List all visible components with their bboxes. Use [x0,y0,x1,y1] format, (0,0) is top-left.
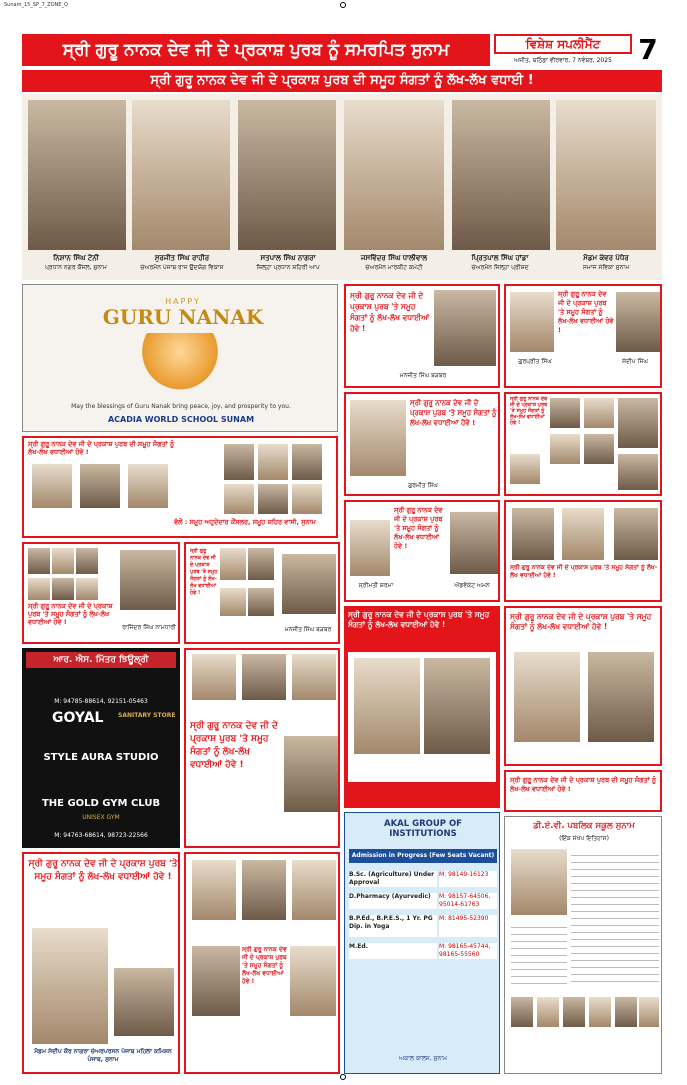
person-photo [192,946,240,1016]
page-number: 7 [638,34,658,66]
greeting-strip: ਸ੍ਰੀ ਗੁਰੂ ਨਾਨਕ ਦੇਵ ਜੀ ਦੇ ਪ੍ਰਕਾਸ਼ ਪੁਰਬ ਦੀ ਸਮੂਹ ਸੰਗਤਾਂ ਨੂੰ ਲੱਖ-ਲੱਖ ਵਧਾਈ ! [22,70,662,92]
special-label: ਵਿਸ਼ੇਸ਼ ਸਪਲੀਮੈਂਟ [494,34,632,54]
person-name: ਸ੍ਰੀਮਤੀ ਸ਼ਰਮਾ [358,582,394,589]
person-name: ਸੁਰਜੀਤ ਸਿੰਘ ਰਾਹੀਰ [154,254,210,262]
ad-greeting-text: ਸ੍ਰੀ ਗੁਰੂ ਨਾਨਕ ਦੇਵ ਜੀ ਦੇ ਪ੍ਰਕਾਸ਼ ਪੁਰਬ 'ਤੇ ਸਮੂਹ ਸੰਗਤਾਂ ਨੂੰ ਲੱਖ-ਲੱਖ ਵਧਾਈਆਂ ਹੋਵੇ ! [558,290,614,334]
shop-gym: THE GOLD GYM CLUB [41,798,161,809]
ad-greeting-text: ਸ੍ਰੀ ਗੁਰੂ ਨਾਨਕ ਦੇਵ ਜੀ ਦੇ ਪ੍ਰਕਾਸ਼ ਪੁਰਬ 'ਤੇ ਸਮੂਹ ਸੰਗਤਾਂ ਨੂੰ ਲੱਖ-ਲੱਖ ਵਧਾਈਆਂ ਹੋਵੇ ! [350,291,430,333]
person-name: ਮਨਜੀਤ ਸਿੰਘ ਬੜਬਰ [284,626,332,633]
person-photo [584,434,614,464]
guru-illustration [135,333,225,395]
school-ad-school: ACADIA WORLD SCHOOL SUNAM [107,415,255,424]
person-photo [80,464,120,508]
akal-admission: Admission in Progress (Few Seats Vacant) [349,849,497,863]
person-role: ਚੇਅਰਮੈਨ ਜ਼ਿਲ੍ਹਾ ਪ੍ਰੀਸ਼ਦ [471,264,529,271]
ad-greeting-text: ਸ੍ਰੀ ਗੁਰੂ ਨਾਨਕ ਦੇਵ ਜੀ ਦੇ ਪ੍ਰਕਾਸ਼ ਪੁਰਬ 'ਤੇ ਸਮੂਹ ਸੰਗਤਾਂ ਨੂੰ ਲੱਖ-ਲੱਖ ਵਧਾਈਆਂ ਹੋਵੇ ! [510,612,652,631]
akal-phone: M: 98157-64506, 95014-61763 [439,893,497,909]
ad-greeting-text: ਸ੍ਰੀ ਗੁਰੂ ਨਾਨਕ ਦੇਵ ਜੀ ਦੇ ਪ੍ਰਕਾਸ਼ ਪੁਰਬ 'ਤੇ ਸਮੂਹ ਸੰਗਤਾਂ ਨੂੰ ਲੱਖ-ਲੱਖ ਵਧਾਈਆਂ ਹੋਵੇ ! [410,399,497,427]
person-role: ਪ੍ਰਧਾਨ ਨਗਰ ਕੌਂਸਲ, ਸੁਨਾਮ [45,264,107,271]
ad-greeting-text: ਸ੍ਰੀ ਗੁਰੂ ਨਾਨਕ ਦੇਵ ਜੀ ਦੇ ਪ੍ਰਕਾਸ਼ ਪੁਰਬ 'ਤੇ ਸਮੂਹ ਸੰਗਤਾਂ ਨੂੰ ਲੱਖ-ਲੱਖ ਵਧਾਈਆਂ ਹੋਵੇ ! [28,602,113,626]
ad-greeting-trio [504,500,662,602]
akal-footer: ਅਕਾਲ ਕਾਲਜ, ਸੁਨਾਮ [399,1055,447,1062]
dav-sub: (ਇੱਕ ਸੰਖੇਪ ਇਤਿਹਾਸ) [559,835,609,842]
ad-greeting-text: ਸ੍ਰੀ ਗੁਰੂ ਨਾਨਕ ਦੇਵ ਜੀ ਦੇ ਪ੍ਰਕਾਸ਼ ਪੁਰਬ 'ਤੇ ਸਮੂਹ ਸੰਗਤਾਂ ਨੂੰ ਲੱਖ-ਲੱਖ ਵਧਾਈਆਂ ਹੋਵੇ ! [510,564,658,579]
person-name: ਨਿਸ਼ਾਨ ਸਿੰਘ ਟੋਨੀ [53,254,99,262]
ad-women-commission [22,852,180,1074]
dav-ad [504,816,662,1074]
person-name: ਐਡਵੋਕੇਟ ਅਮਨ [454,582,490,589]
person-role: ਸਮਾਜ ਸੇਵਿਕਾ ਸੁਨਾਮ [582,264,630,271]
ad-footer: ਮੈਡਮ ਸੰਦੀਪ ਕੌਰ ਨਾਗਰਾ ਚੇਅਰਪਰਸਨ ਪੰਜਾਬ ਮਹਿਲਾ ਕਮਿਸ਼ਨ ਪੰਜਾਬ, ਸੁਨਾਮ [34,1048,172,1063]
ad-greeting-small-red [504,770,662,812]
person-photo [292,654,336,700]
person-photo [511,997,533,1027]
person-photo [248,588,274,616]
ad-greeting-text: ਸ੍ਰੀ ਗੁਰੂ ਨਾਨਕ ਦੇਵ ਜੀ ਦੇ ਪ੍ਰਕਾਸ਼ ਪੁਰਬ 'ਤੇ ਸਮੂਹ ਸੰਗਤਾਂ ਨੂੰ ਲੱਖ-ਲੱਖ ਵਧਾਈਆਂ ਹੋਵੇ ! [348,610,490,629]
akal-phone: M: 98165-45744, 98165-55560 [439,943,497,959]
person-name: ਮਨਜੀਤ ਸਿੰਘ ਬੜਬਰ [399,372,447,379]
person-photo [28,548,50,574]
ad-greeting-text: ਸ੍ਰੀ ਗੁਰੂ ਨਾਨਕ ਦੇਵ ਜੀ ਦੇ ਪ੍ਰਕਾਸ਼ ਪੁਰਬ 'ਤੇ ਸਮੂਹ ਸੰਗਤਾਂ ਨੂੰ ਲੱਖ-ਲੱਖ ਵਧਾਈਆਂ ਹੋਵੇ ! [242,946,287,985]
person-photo [28,100,126,250]
crop-mark [340,2,346,8]
person-photo [434,290,496,366]
person-role: ਜ਼ਿਲ੍ਹਾ ਪ੍ਰਧਾਨ ਸ਼ਹਿਰੀ ਆਪ [256,264,320,271]
person-photo [589,997,611,1027]
person-photo [512,508,554,560]
person-name: ਪ੍ਰਿਤਪਾਲ ਸਿੰਘ ਹਾਂਡਾ [471,254,529,262]
person-photo [510,292,554,352]
person-name: ਸਤਪਾਲ ਸਿੰਘ ਨਾਗਰਾ [260,254,316,262]
person-photo [562,508,604,560]
person-photo [114,968,174,1036]
ad-greeting-text: ਸ੍ਰੀ ਗੁਰੂ ਨਾਨਕ ਦੇਵ ਜੀ ਦੇ ਪ੍ਰਕਾਸ਼ ਪੁਰਬ 'ਤੇ ਸਮੂਹ ਸੰਗਤਾਂ ਨੂੰ ਲੱਖ-ਲੱਖ ਵਧਾਈਆਂ ਹੋਵੇ ! [190,548,218,596]
person-photo [220,588,246,616]
person-photo [639,997,659,1027]
person-photo [258,484,288,514]
ad-greeting-text: ਸ੍ਰੀ ਗੁਰੂ ਨਾਨਕ ਦੇਵ ਜੀ ਦੇ ਪ੍ਰਕਾਸ਼ ਪੁਰਬ ਦੀ ਸਮੂਹ ਸੰਗਤਾਂ ਨੂੰ ਲੱਖ-ਲੱਖ ਵਧਾਈਆਂ ਹੋਵੇ ! [510,776,657,793]
person-photo [450,512,498,574]
shop-gym-phone: M: 94763-68614, 98723-22566 [54,832,148,839]
person-name: ਗੁਰਮੀਤ ਸਿੰਘ [408,482,438,489]
shop-goyal-sub: SANITARY STORE [118,712,176,719]
school-ad-happy: HAPPY [165,297,201,306]
ad-greeting-two-big [344,606,500,808]
person-photo [618,454,658,490]
person-photo [224,484,254,514]
person-photo [192,654,236,700]
person-name: ਮੈਡਮ ਕੰਵਰ ਪੰਧੇਰ [583,254,629,262]
person-photo [52,578,74,600]
guru-illustration [511,849,567,915]
ad-greeting-text: ਸ੍ਰੀ ਗੁਰੂ ਨਾਨਕ ਦੇਵ ਜੀ ਦੇ ਪ੍ਰਕਾਸ਼ ਪੁਰਬ 'ਤੇ ਸਮੂਹ ਸੰਗਤਾਂ ਨੂੰ ਲੱਖ-ਲੱਖ ਵਧਾਈਆਂ ਹੋਵੇ ! [190,721,278,770]
person-role: ਚੇਅਰਮੈਨ ਮਾਰਕੀਟ ਕਮੇਟੀ [365,264,423,271]
akal-course: D.Pharmacy (Ayurvedic) [349,893,437,909]
person-photo [52,548,74,574]
person-name: ਸੰਦੀਪ ਸਿੰਘ [622,358,648,365]
person-photo [220,548,246,580]
person-photo [550,398,580,428]
person-photo [354,658,420,754]
akal-title: AKAL GROUP OF INSTITUTIONS [384,819,462,839]
person-photo [615,997,637,1027]
person-photo [350,520,390,576]
crop-mark [340,1074,346,1080]
ad-political-group [184,852,340,1074]
school-ad [22,284,338,432]
ad-council-greeting [22,436,338,538]
ad-greeting-leaders [184,542,340,644]
shop-style: STYLE AURA STUDIO [43,752,159,763]
person-photo [192,860,236,920]
person-photo [242,654,286,700]
ad-greeting-single [344,392,500,496]
ad-footer: ਵੱਲੋਂ : ਸਮੂਹ ਅਹੁਦੇਦਾਰ ਕੌਂਸਲਰ, ਸਮੂਹ ਸ਼ਹਿਰ ਵਾਸੀ, ਸੁਨਾਮ [174,518,316,526]
slug-line: Sunam_15_SP_7_ZONE_Q [4,2,68,8]
person-photo [292,484,322,514]
dav-title: ਡੀ.ਏ.ਵੀ. ਪਬਲਿਕ ਸਕੂਲ ਸੁਨਾਮ [533,821,635,831]
person-photo [258,444,288,480]
person-photo [344,100,444,250]
person-name: ਗੁਰਪ੍ਰੀਤ ਸਿੰਘ [518,358,552,365]
ad-greeting-center-big [184,648,340,848]
person-photo [563,997,585,1027]
shop-ads [22,648,180,848]
akal-course: B.Sc. (Agriculture) Under Approval [349,871,437,887]
person-photo [132,100,230,250]
shop-phone: M: 94785-88614, 92151-05463 [54,698,148,705]
school-ad-title: GURU NANAK [102,305,264,329]
person-photo [556,100,656,250]
person-photo [120,550,176,610]
person-photo [350,400,406,476]
person-photo [32,928,108,1044]
ad-greeting-text: ਸ੍ਰੀ ਗੁਰੂ ਨਾਨਕ ਦੇਵ ਜੀ ਦੇ ਪ੍ਰਕਾਸ਼ ਪੁਰਬ 'ਤੇ ਸਮੂਹ ਸੰਗਤਾਂ ਨੂੰ ਲੱਖ-ਲੱਖ ਵਧਾਈਆਂ ਹੋਵੇ ! [394,506,443,550]
person-photo [32,464,72,508]
person-photo [510,454,540,484]
akal-ad [344,812,500,1074]
person-photo [248,548,274,580]
school-ad-blessing: May the blessings of Guru Nanak bring peace, joy, and prosperity to you. [71,403,291,410]
akal-phone: M: 98149-16123 [439,871,497,887]
ad-greeting-two-big-2 [504,606,662,766]
person-photo [238,100,336,250]
akal-phone: M: 81495-52390 [439,915,497,937]
person-photo [588,652,654,742]
ad-greeting-text: ਸ੍ਰੀ ਗੁਰੂ ਨਾਨਕ ਦੇਵ ਜੀ ਦੇ ਪ੍ਰਕਾਸ਼ ਪੁਰਬ 'ਤੇ ਸਮੂਹ ਸੰਗਤਾਂ ਨੂੰ ਲੱਖ-ਲੱਖ ਵਧਾਈਆਂ ਹੋਵੇ ! [510,396,548,426]
ad-couple [344,500,500,602]
person-photo [292,444,322,480]
person-photo [224,444,254,480]
person-photo [537,997,559,1027]
ad-greeting-person [344,284,500,388]
person-photo [514,652,580,742]
person-photo [614,508,658,560]
ad-greeting-text: ਸ੍ਰੀ ਗੁਰੂ ਨਾਨਕ ਦੇਵ ਜੀ ਦੇ ਪ੍ਰਕਾਸ਼ ਪੁਰਬ ਦੀ ਸਮੂਹ ਸੰਗਤਾਂ ਨੂੰ ਲੱਖ-ਲੱਖ ਵਧਾਈਆਂ ਹੋਵੇ ! [28,440,175,456]
person-photo [424,658,490,754]
person-photo [242,860,286,920]
person-photo [28,578,50,600]
person-name: ਰਾਜਿੰਦਰ ਸਿੰਘ ਨਾਮਧਾਰੀ [122,624,176,631]
person-photo [292,860,336,920]
person-photo [282,554,336,614]
page-header-title: ਸ੍ਰੀ ਗੁਰੂ ਨਾਨਕ ਦੇਵ ਜੀ ਦੇ ਪ੍ਰਕਾਸ਼ ਪੁਰਬ ਨੂੰ ਸਮਰਪਿਤ ਸੁਨਾਮ [22,34,490,66]
person-photo [550,434,580,464]
ad-greeting-left-grid [22,542,180,644]
person-photo [290,946,336,1016]
person-photo [76,578,98,600]
person-photo [618,398,658,448]
ad-greeting-duo [504,284,662,388]
dav-body-2 [511,921,567,987]
person-name: ਜਸਵਿੰਦਰ ਸਿੰਘ ਧਾਲੀਵਾਲ [360,254,428,262]
ad-greeting-text: ਸ੍ਰੀ ਗੁਰੂ ਨਾਨਕ ਦੇਵ ਜੀ ਦੇ ਪ੍ਰਕਾਸ਼ ਪੁਰਬ 'ਤੇ ਸਮੂਹ ਸੰਗਤਾਂ ਨੂੰ ਲੱਖ-ਲੱਖ ਵਧਾਈਆਂ ਹੋਵੇ ! [28,859,178,882]
person-photo [128,464,168,508]
shop-goyal: GOYAL [52,710,104,726]
shop-jeweller: ਆਰ. ਐਸ. ਮਿੱਤਰ ਝਿਊਲ੍ਰੀ [26,652,176,668]
akal-course: M.Ed. [349,943,437,959]
person-photo [76,548,98,574]
dateline: ਅਜੀਤ, ਬਠਿੰਡਾ ਵੀਰਵਾਰ, 7 ਨਵੰਬਰ, 2025 [514,57,612,64]
akal-course: B.P.Ed., B.P.E.S., 1 Yr. PG Dip. in Yoga [349,915,437,937]
shop-gym-sub: UNISEX GYM [82,814,120,821]
person-photo [284,736,338,812]
dav-body [571,849,659,987]
person-photo [616,292,660,352]
top-people-row [22,94,662,280]
person-photo [584,398,614,428]
ad-greeting-grid [504,392,662,496]
person-photo [452,100,550,250]
person-role: ਚੇਅਰਮੈਨ ਪੰਜਾਬ ਰਾਜ ਉਦਯੋਗ ਵਿਕਾਸ [140,264,224,271]
